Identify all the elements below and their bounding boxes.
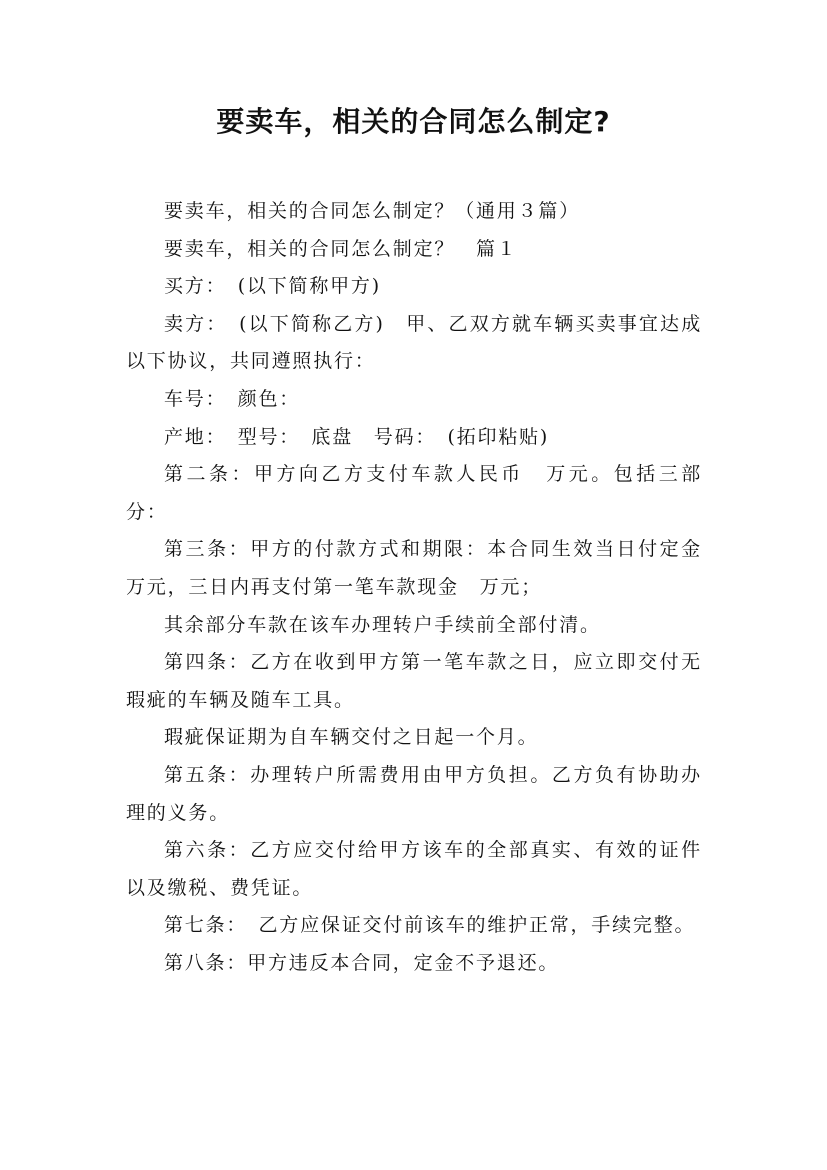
paragraph-article-8: 第八条：甲方违反本合同，定金不予退还。 xyxy=(164,951,560,974)
paragraph-article-5: 第五条：办理转户所需费用由甲方负担。乙方负有协助办理的义务。 xyxy=(126,763,702,824)
paragraph-article-2: 第二条：甲方向乙方支付车款人民币 万元。包括三部分： xyxy=(126,463,702,523)
document-body xyxy=(126,193,702,982)
paragraph-vehicle-number: 车号： 颜色： xyxy=(164,387,301,410)
paragraph-article-7: 第七条： 乙方应保证交付前该车的维护正常，手续完整。 xyxy=(164,914,696,937)
paragraph-article-6: 第六条：乙方应交付给甲方该车的全部真实、有效的证件以及缴税、费凭证。 xyxy=(126,839,702,899)
paragraph-warranty: 瑕疵保证期为自车辆交付之日起一个月。 xyxy=(164,726,539,749)
paragraph-article-3: 第三条：甲方的付款方式和期限：本合同生效当日付定金万元，三日内再支付第一笔车款现金 万元； xyxy=(126,538,702,598)
paragraph-seller: 卖方： (以下简称乙方) 甲、乙双方就车辆买卖事宜达成以下协议，共同遵照执行： xyxy=(126,312,702,373)
paragraph-buyer: 买方： (以下简称甲方) xyxy=(164,275,381,298)
paragraph-intro: 要卖车，相关的合同怎么制定？（通用３篇） xyxy=(164,200,581,222)
paragraph-section-heading: 要卖车，相关的合同怎么制定？ 篇１ xyxy=(164,237,518,260)
paragraph-article-4: 第四条：乙方在收到甲方第一笔车款之日，应立即交付无瑕疵的车辆及随车工具。 xyxy=(126,651,702,711)
document-title: 要卖车，相关的合同怎么制定? xyxy=(216,105,611,138)
paragraph-remaining-payment: 其余部分车款在该车办理转户手续前全部付清。 xyxy=(164,613,601,636)
paragraph-origin: 产地： 型号： 底盘 号码： (拓印粘贴) xyxy=(164,425,550,448)
